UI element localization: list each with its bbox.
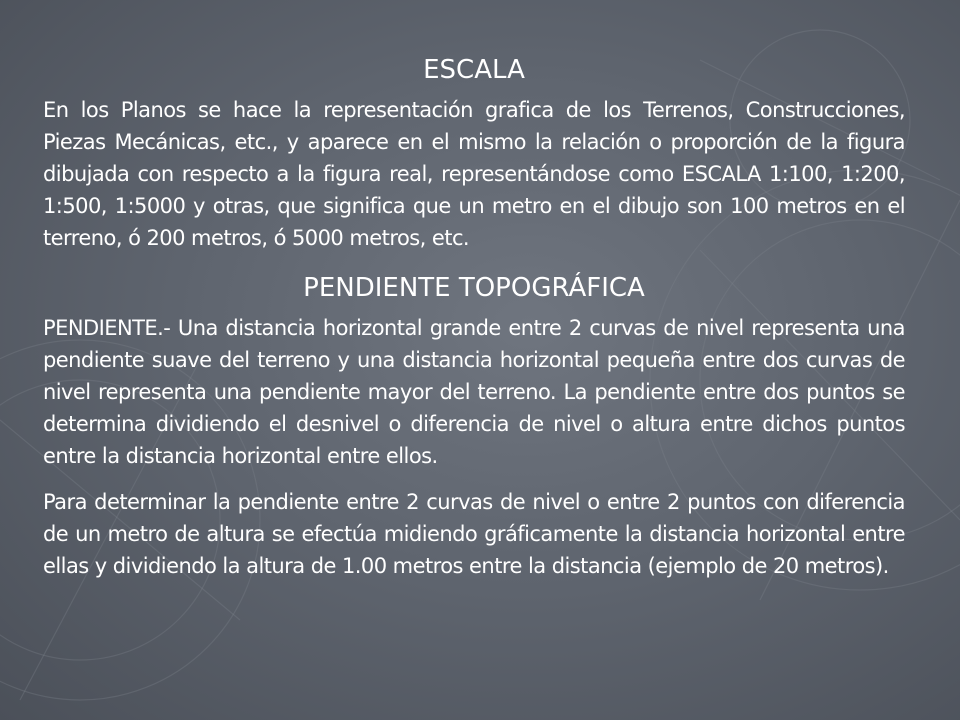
slide-content [43, 50, 905, 582]
paragraph-pendiente-2: Para determinar la pendiente entre 2 curvas de nivel o entre 2 puntos con diferencia de un metro de altura se efectúa midiendo gráficamente la distancia horizontal entre ellas y dividiendo la altura de 1.00 metros entre la distancia (ejemplo de 20 metros). [43, 490, 905, 578]
paragraph-escala: En los Planos se hace la representación grafica de los Terrenos, Construcciones, Piezas Mecánicas, etc., y aparece en el mismo la relación o proporción de la figura dibujada con respecto a la figura real, representándose como ESCALA 1:100, 1:200, 1:500, 1:5000 y otras, que significa que un metro en el dibujo son 100 metros en el terreno, ó 200 metros, ó 5000 metros, etc. [43, 98, 905, 250]
paragraph-pendiente-1: PENDIENTE.- Una distancia horizontal grande entre 2 curvas de nivel representa una pendiente suave del terreno y una distancia horizontal pequeña entre dos curvas de nivel representa una pendiente mayor del terreno. La pendiente entre dos puntos se determina dividiendo el desnivel o diferencia de nivel o altura entre dichos puntos entre la distancia horizontal entre ellos. [43, 316, 905, 468]
title-pendiente-topografica: PENDIENTE TOPOGRÁFICA [303, 273, 645, 303]
title-escala: ESCALA [423, 55, 525, 85]
